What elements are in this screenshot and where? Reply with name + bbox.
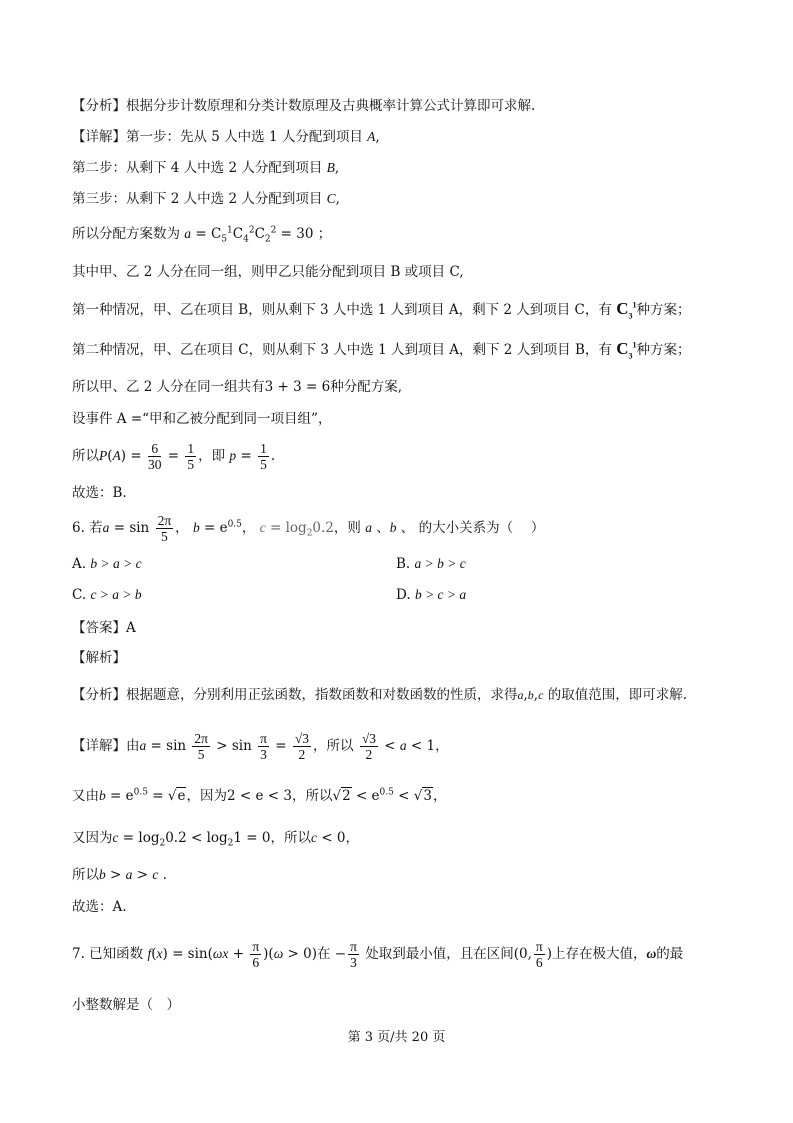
option-c[interactable]: C. c > a > b [72, 587, 142, 603]
detail-6-line2: 又由$b = e^{0.5} = √e$，因为2 < e < 3，所以$√2 < e^{0.5} < √3$， [72, 787, 447, 804]
event-definition: 设事件 A =“甲和乙被分配到同一项目组”， [72, 411, 332, 427]
answer-label-6: 【答案】A [72, 620, 136, 636]
option-a[interactable]: A. b > a > c [72, 556, 142, 572]
detail-6-line1: 【详解】由a = sin $\frac{2\pi}{5}$ > sin $\frac{\pi}{3}$ = $\frac{√3}{2}$ ，所以 $\frac{√3}{2}$ < a < 1， [72, 731, 449, 762]
question-7-line2: 小整数解是（ ） [72, 997, 180, 1013]
total-count: 所以分配方案数为 $a = C_5^1C_4^2C_2^2 = 30$ ； [72, 225, 332, 245]
parse-label-6: 【解析】 [72, 650, 126, 666]
page-footer: 第 3 页/共 20 页 [347, 1030, 446, 1045]
analysis-6: 【分析】根据题意，分别利用正弦函数，指数函数和对数函数的性质，求得a,b,c 的取值范围，即可求解. [72, 687, 688, 703]
sum-cases: 所以甲、乙 2 人分在同一组共有3 + 3 = 6种分配方案, [72, 379, 403, 395]
option-b[interactable]: B. a > b > c [396, 556, 466, 572]
analysis-5: 【分析】根据分步计数原理和分类计数原理及古典概率计算公式计算即可求解. [72, 98, 536, 114]
detail-step2: 第二步：从剩下 4 人中选 2 人分配到项目 B, [72, 160, 340, 176]
detail-step1: 【详解】第一步：先从 5 人中选 1 人分配到项目 A, [72, 129, 380, 145]
question-7-stem: 7. 已知函数 f(x) = sin(ωx + $\frac{\pi}{6}$ )(ω > 0)在 − $\frac{\pi}{3}$ 处取到最小值，且在区间(0, $\frac{\pi}{6}$ )上存在极大值，ω的最 [72, 939, 684, 970]
case-2: 第二种情况，甲、乙在项目 C，则从剩下 3 人中选 1 人到项目 A，剩下 2 人到项目 B，有 $C_3^1$种方案； [72, 339, 691, 361]
detail-6-line3: 又因为$c = \log_20.2 < \log_21 = 0$，所以c < 0， [72, 830, 359, 849]
question-6-stem: 6. 若a = sin $\frac{2\pi}{5}$ ， $b = e^{0.5}$， $c = \log_20.2$，则 a 、b 、 的大小关系为（ ） [72, 513, 545, 544]
detail-6-conclusion: 所以b > a > c . [72, 867, 167, 883]
probability-result: 所以P(A) = $\frac{6}{30}$ = $\frac{1}{5}$ ，即 p = $\frac{1}{5}$ . [72, 441, 276, 472]
answer-6: 故选：A. [72, 899, 127, 915]
detail-step3: 第三步：从剩下 2 人中选 2 人分配到项目 C, [72, 191, 340, 207]
same-group-text: 其中甲、乙 2 人分在同一组，则甲乙只能分配到项目 B 或项目 C, [72, 264, 464, 280]
case-1: 第一种情况，甲、乙在项目 B，则从剩下 3 人中选 1 人到项目 A，剩下 2 人到项目 C，有 $C_3^1$种方案； [72, 299, 691, 321]
option-d[interactable]: D. b > c > a [396, 587, 467, 603]
answer-5: 故选：B. [72, 485, 127, 501]
